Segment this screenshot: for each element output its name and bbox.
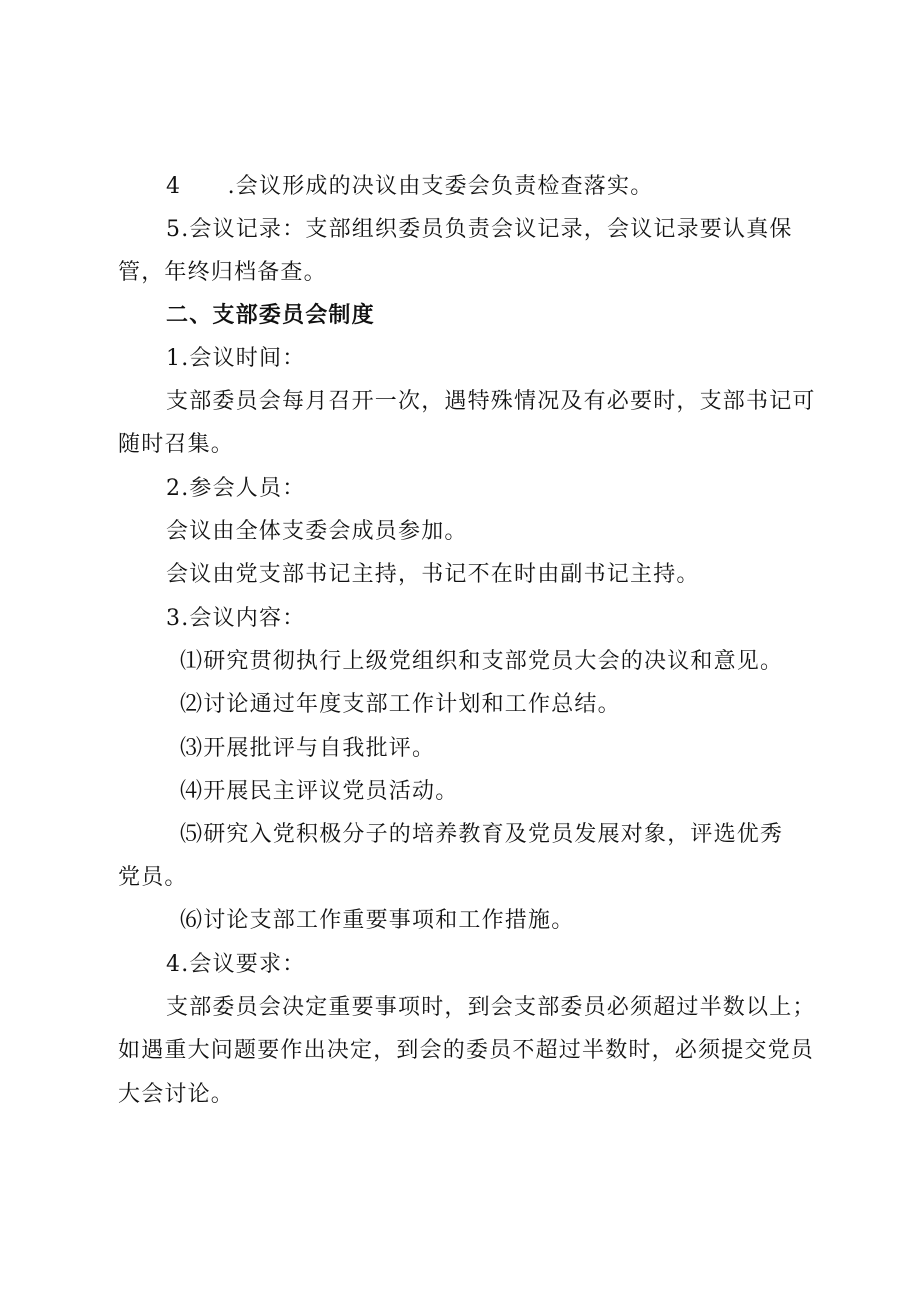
subheading-meeting-requirements: 4.会议要求： <box>166 952 306 977</box>
content-item-3: ⑶开展批评与自我批评。 <box>180 736 436 761</box>
content-item-5-cont: 党员。 <box>118 865 188 890</box>
subheading-attendees: 2.参会人员： <box>166 476 306 501</box>
paragraph-item-5-records-cont: 管，年终归档备查。 <box>118 260 327 285</box>
paragraph-requirements-2: 如遇重大问题要作出决定，到会的委员不超过半数时，必须提交党员 <box>118 1038 815 1063</box>
content-item-4: ⑷开展民主评议党员活动。 <box>180 779 459 804</box>
section-heading-committee-system: 二、支部委员会制度 <box>166 303 375 328</box>
paragraph-requirements-1: 支部委员会决定重要事项时，到会支部委员必须超过半数以上； <box>166 995 816 1020</box>
content-item-2: ⑵讨论通过年度支部工作计划和工作总结。 <box>180 692 621 717</box>
content-item-5: ⑸研究入党积极分子的培养教育及党员发展对象，评选优秀 <box>180 822 784 847</box>
content-item-1: ⑴研究贯彻执行上级党组织和支部党员大会的决议和意见。 <box>180 649 784 674</box>
paragraph-meeting-time: 支部委员会每月召开一次，遇特殊情况及有必要时，支部书记可 <box>166 389 816 414</box>
paragraph-meeting-time-cont: 随时召集。 <box>118 432 235 457</box>
paragraph-attendees-2: 会议由党支部书记主持，书记不在时由副书记主持。 <box>166 562 700 587</box>
content-item-6: ⑹讨论支部工作重要事项和工作措施。 <box>180 908 575 933</box>
subheading-meeting-content: 3.会议内容： <box>166 606 306 631</box>
subheading-meeting-time: 1.会议时间： <box>166 346 306 371</box>
paragraph-item-5-records: 5.会议记录：支部组织委员负责会议记录，会议记录要认真保 <box>166 217 793 242</box>
paragraph-item-4-resolution: 4 .会议形成的决议由支委会负责检查落实。 <box>166 174 654 199</box>
paragraph-attendees-1: 会议由全体支委会成员参加。 <box>166 519 468 544</box>
paragraph-requirements-3: 大会讨论。 <box>118 1082 235 1107</box>
